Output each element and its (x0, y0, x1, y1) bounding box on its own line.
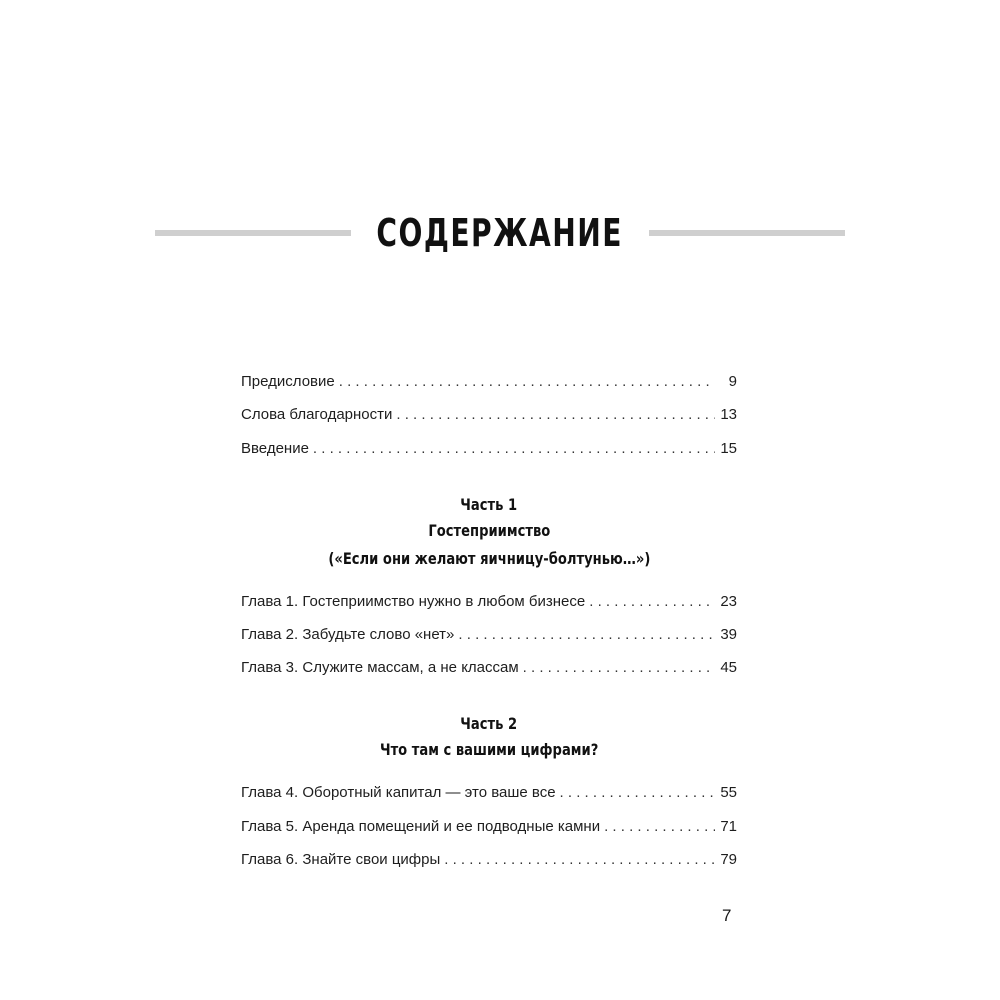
toc-entry-page: 45 (720, 659, 737, 676)
dot-leader (313, 436, 715, 462)
toc-entry-label: Глава 6. Знайте свои цифры (241, 851, 441, 868)
toc-entry-page: 9 (728, 373, 737, 390)
dot-leader (396, 402, 715, 428)
toc-entry-label: Глава 5. Аренда помещений и ее подводные камни (241, 818, 601, 835)
toc-entry-page: 23 (720, 593, 737, 610)
toc-entry-label: Глава 3. Служите массам, а не классам (241, 659, 519, 676)
heading-rule-right (649, 230, 845, 236)
dot-leader (604, 814, 715, 840)
toc-entry-chapter-1[interactable] (241, 589, 737, 615)
toc-entry-chapter-5[interactable] (241, 814, 737, 840)
toc-entry-chapter-3[interactable] (241, 655, 737, 681)
toc-entry-label: Введение (241, 440, 309, 457)
part-2-label: Часть 2 (460, 714, 518, 733)
toc-entry-label: Глава 2. Забудьте слово «нет» (241, 626, 455, 643)
toc-entry-page: 15 (720, 440, 737, 457)
toc-entry-label: Глава 4. Оборотный капитал — это ваше все (241, 784, 556, 801)
toc-entry-chapter-4[interactable] (241, 780, 737, 806)
dot-leader (339, 369, 715, 395)
toc-entry-label: Глава 1. Гостеприимство нужно в любом бизнесе (241, 593, 586, 610)
toc-entry-page: 39 (720, 626, 737, 643)
page-number: 7 (722, 906, 732, 925)
toc-entry-label: Слова благодарности (241, 406, 393, 423)
dot-leader (444, 847, 715, 873)
toc-entry-page: 13 (720, 406, 737, 423)
toc-entry-preface[interactable] (241, 369, 737, 395)
contents-heading (155, 205, 845, 261)
toc-entry-page: 79 (720, 851, 737, 868)
toc-entry-introduction[interactable] (241, 436, 737, 462)
dot-leader (523, 655, 715, 681)
dot-leader (560, 780, 715, 806)
toc-entry-label: Предисловие (241, 373, 335, 390)
heading-rule-left (155, 230, 351, 236)
dot-leader (458, 622, 715, 648)
part-2-title: Что там с вашими цифрами? (379, 740, 599, 759)
dot-leader (589, 589, 715, 615)
part-1-subtitle: («Если они желают яичницу-болтунью…») (327, 549, 651, 568)
toc-entry-chapter-6[interactable] (241, 847, 737, 873)
toc-entry-chapter-2[interactable] (241, 622, 737, 648)
toc-entry-page: 55 (720, 784, 737, 801)
toc-entry-page: 71 (720, 818, 737, 835)
part-1-title: Гостеприимство (428, 521, 550, 540)
part-1-label: Часть 1 (460, 495, 518, 514)
page-title: СОДЕРЖАНИЕ (376, 211, 624, 255)
toc-entry-acknowledgements[interactable] (241, 402, 737, 428)
